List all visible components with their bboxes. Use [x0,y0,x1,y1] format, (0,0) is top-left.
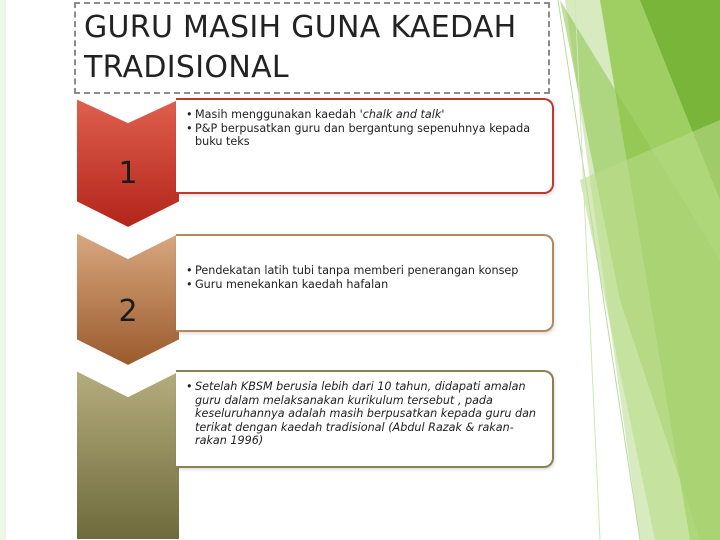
step-1-bullet-2: • P&P berpusatkan guru dan bergantung sepenuhnya kepada buku teks [186,122,544,149]
step-1-number: 1 [118,156,138,191]
step-1-card [176,98,554,194]
step-3-card [176,370,554,468]
step-2-bullet-2: • Guru menekankan kaedah hafalan [186,278,544,292]
step-3-chevron [74,368,182,540]
step-3-bullet-1: • Setelah KBSM berusia lebih dari 10 tahun, didapati amalan guru dalam melaksanakan kurikulum tersebut , pada keseluruhannya adalah masih berpusatkan kepada guru dan terikat dengan kaedah tradisional (Abdul Razak & rakan-rakan 1996) [186,380,544,448]
step-2-number: 2 [118,294,138,329]
title-placeholder[interactable] [74,2,550,94]
step-2-card [176,234,554,332]
slide-title: GURU MASIH GUNA KAEDAH TRADISIONAL [84,10,517,85]
step-2-bullet-1: • Pendekatan latih tubi tanpa memberi penerangan konsep [186,264,544,278]
step-1-bullet-1: • Masih menggunakan kaedah 'chalk and talk' [186,108,544,122]
step-2-chevron [74,230,182,368]
step-1-chevron [74,96,182,230]
